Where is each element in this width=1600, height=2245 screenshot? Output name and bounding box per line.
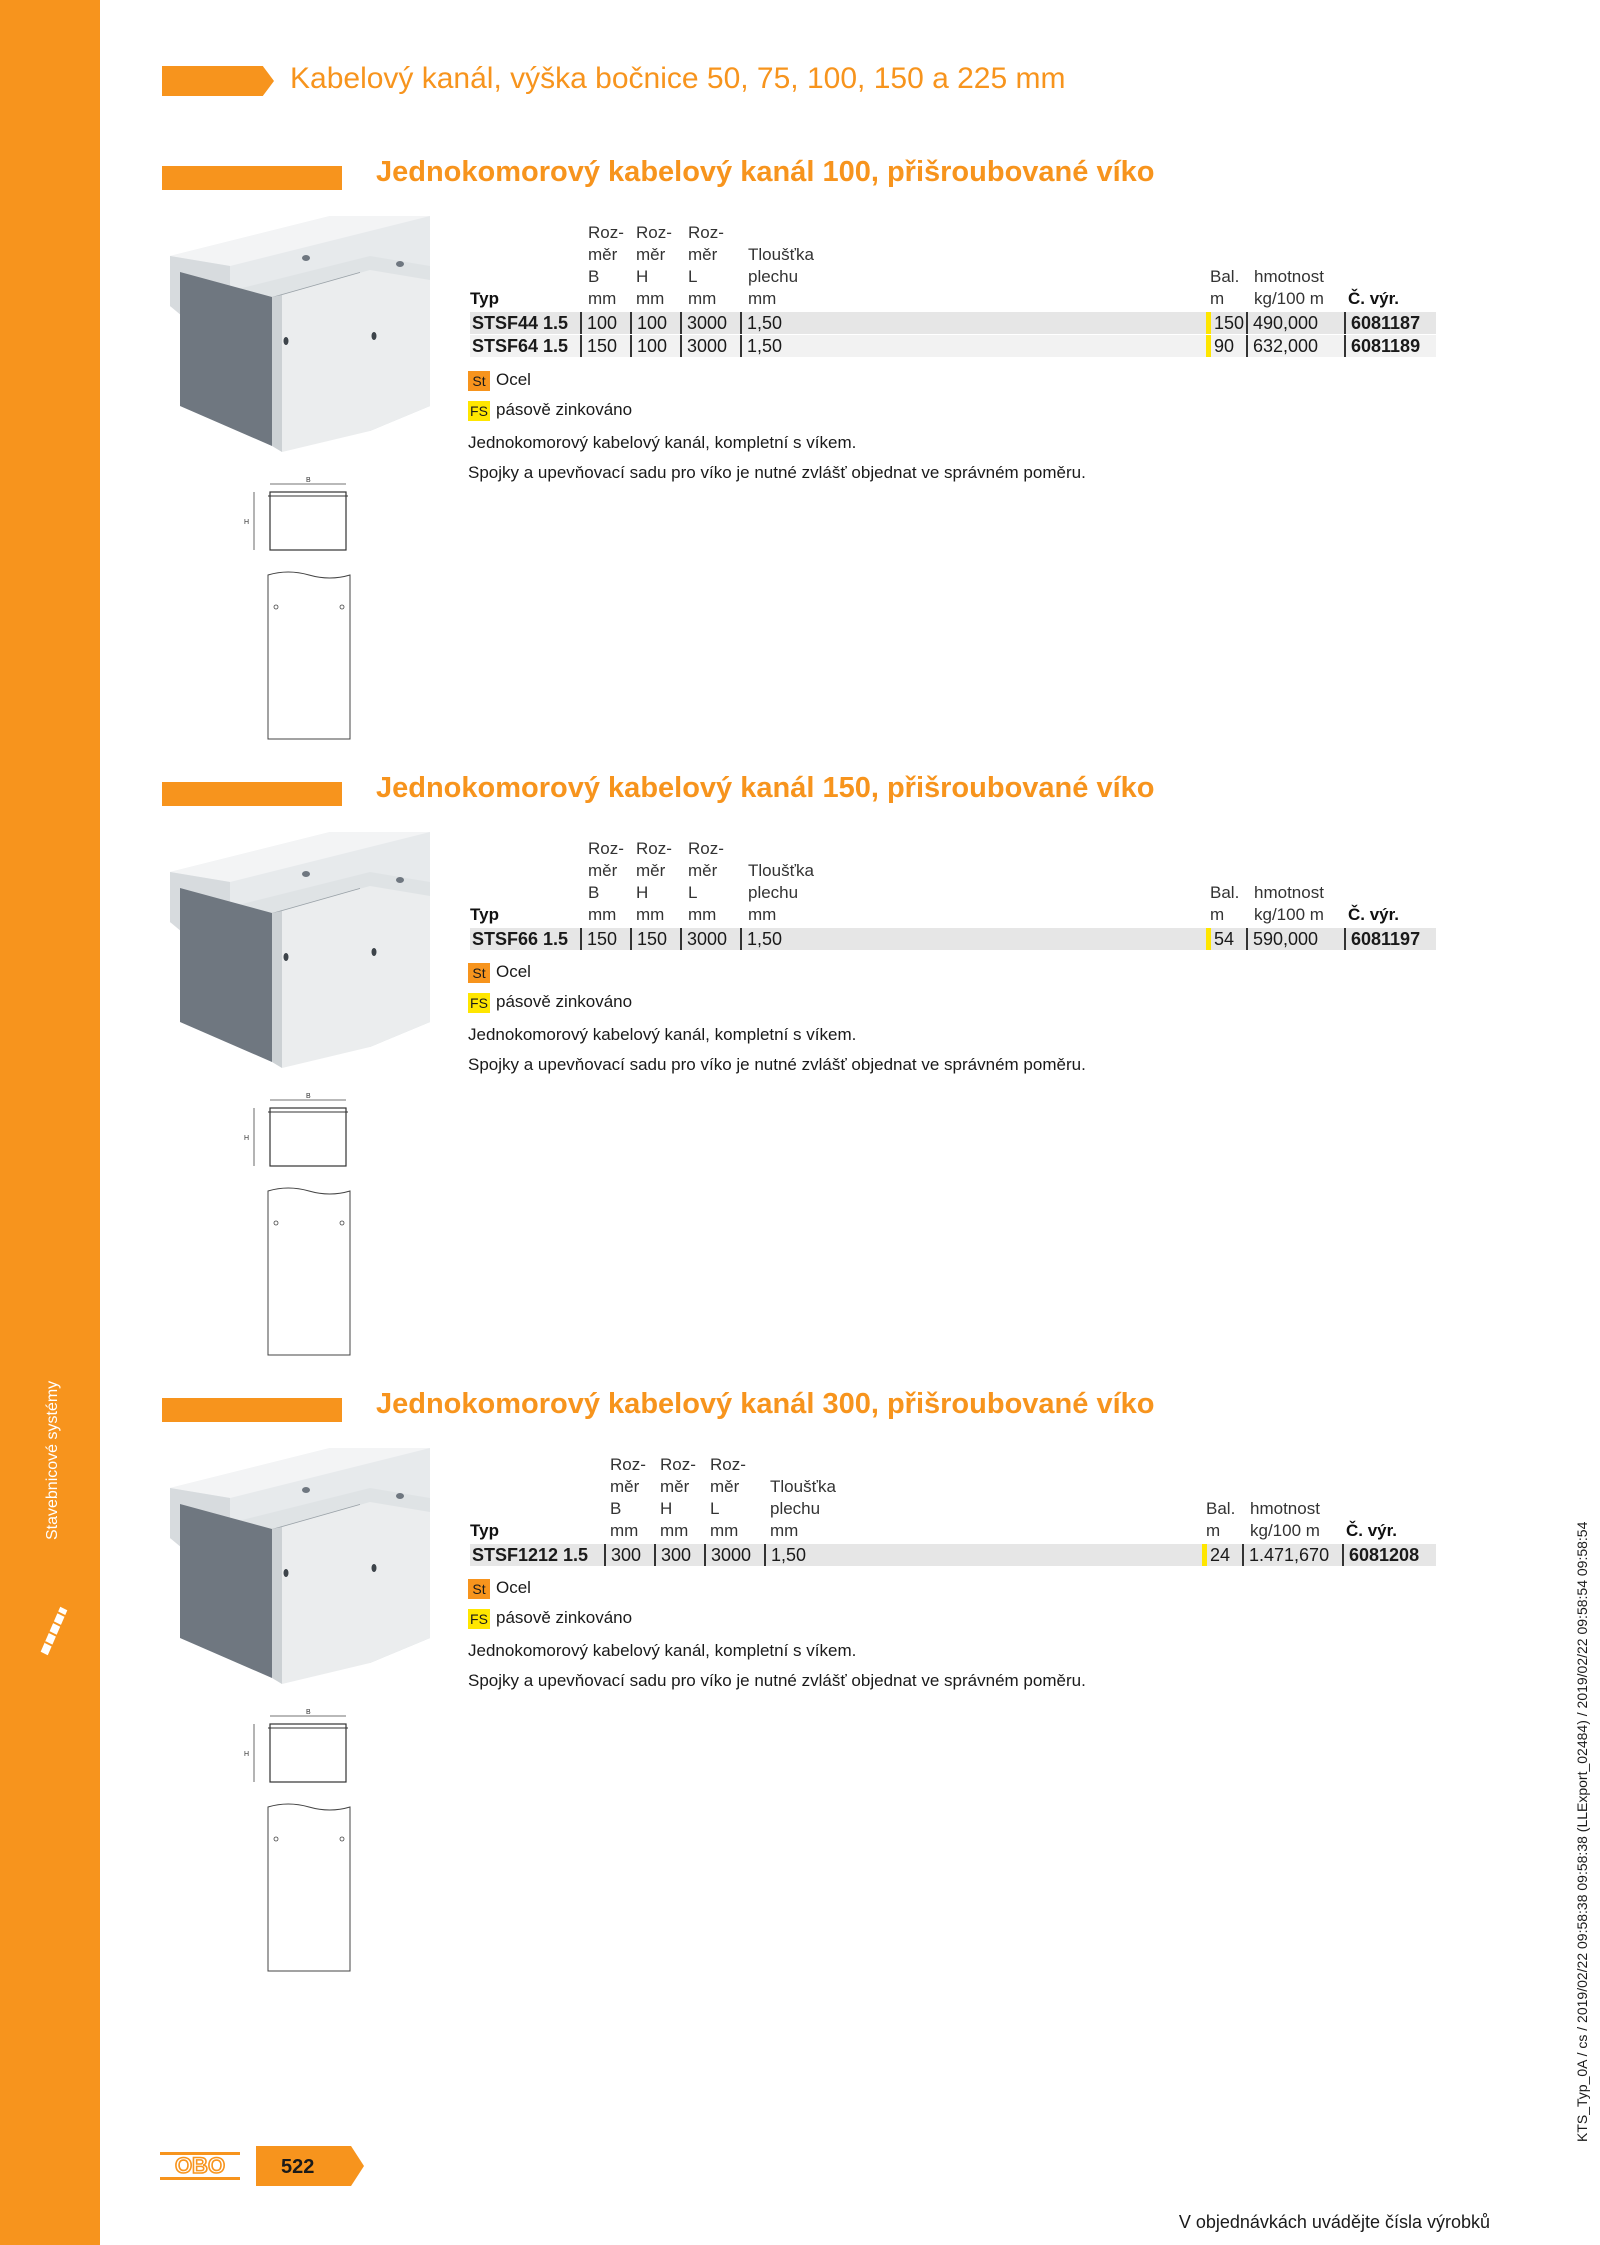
col-b-unit: mm [588,905,617,924]
col-b-head-2: měr [610,1477,640,1496]
cell-h: 300 [654,1544,691,1566]
section-title: Jednokomorový kabelový kanál 150, přišroubované víko [376,772,1155,804]
col-b-unit: mm [588,289,617,308]
col-thickness-unit: mm [770,1521,799,1540]
lid-drawing [266,1187,352,1357]
table-row [470,1544,1436,1566]
material-st-tag: St [468,963,490,983]
col-l-unit: mm [710,1521,739,1540]
description-2: Spojky a upevňovací sadu pro víko je nutné zvlášť objednat ve správném poměru. [468,1055,1086,1074]
cell-b: 300 [604,1544,641,1566]
material-steel [468,370,531,394]
cell-l: 3000 [680,928,727,950]
col-thickness-unit: mm [748,289,777,308]
cell-thickness: 1,50 [740,312,782,334]
section-title: Jednokomorový kabelový kanál 100, přišroubované víko [376,156,1155,188]
col-typ-head: Typ [470,1521,499,1540]
lid-drawing [266,1803,352,1973]
cable-channel-photo [160,832,430,1087]
col-h-head-1: Roz- [636,223,672,242]
material-steel [468,962,531,986]
side-label: Stavebnicové systémy [44,1380,61,1540]
section-bar [162,1398,342,1422]
drawing-h-label: H [244,1135,250,1142]
description-2: Spojky a upevňovací sadu pro víko je nutné zvlášť objednat ve správném poměru. [468,463,1086,482]
obo-logo [160,2152,240,2180]
side-bar [0,0,100,2245]
col-l-head-2: měr [688,245,718,264]
material-st-tag: St [468,1579,490,1599]
cell-b: 150 [580,928,617,950]
cell-thickness: 1,50 [740,928,782,950]
table-row [470,335,1436,357]
col-thickness-head-2: plechu [748,883,799,902]
col-art-head: Č. výr. [1346,1521,1398,1540]
col-weight-head-2: kg/100 m [1254,905,1324,924]
cell-typ: STSF1212 1.5 [472,1545,589,1565]
col-weight-head-2: kg/100 m [1250,1521,1320,1540]
col-l-head-3: L [688,883,698,902]
col-weight-head-2: kg/100 m [1254,289,1324,308]
col-l-head-1: Roz- [688,839,724,858]
table-row [470,312,1436,334]
material-coating [468,400,632,424]
material-st-label: Ocel [496,962,531,981]
col-thickness-head-1: Tloušťka [748,245,814,264]
col-h-head-2: měr [636,245,666,264]
col-h-head-3: H [660,1499,673,1518]
cell-thickness: 1,50 [764,1544,806,1566]
col-l-head-1: Roz- [710,1455,746,1474]
cable-channel-photo [160,216,430,471]
col-weight-head-1: hmotnost [1250,1499,1320,1518]
table-row [470,928,1436,950]
cell-b: 150 [580,335,617,357]
col-thickness-head-2: plechu [748,267,799,286]
section-bar [162,782,342,806]
section-title: Jednokomorový kabelový kanál 300, přišroubované víko [376,1388,1155,1420]
description-1: Jednokomorový kabelový kanál, kompletní s víkem. [468,433,857,452]
cell-thickness: 1,50 [740,335,782,357]
col-weight-head-1: hmotnost [1254,883,1324,902]
page-number: 522 [281,2156,315,2178]
material-coating [468,992,632,1016]
col-b-head-1: Roz- [610,1455,646,1474]
drawing-b-label: B [306,1093,311,1100]
export-stamp: KTS_Typ_0A / cs / 2019/02/22 09:58:38 09:58:38 (LLExport_02484) / 2019/02/22 09:58:54 09:58:54 [1574,1521,1590,2142]
cell-typ: STSF64 1.5 [472,336,569,356]
cell-art: 6081187 [1344,312,1420,334]
cross-section-drawing [240,1708,360,1786]
col-h-head-1: Roz- [660,1455,696,1474]
cell-bal: 24 [1202,1544,1230,1566]
col-art-head: Č. výr. [1348,289,1400,308]
col-h-head-1: Roz- [636,839,672,858]
cell-h: 150 [630,928,667,950]
col-l-head-1: Roz- [688,223,724,242]
cell-l: 3000 [680,312,727,334]
col-thickness-head-1: Tloušťka [770,1477,836,1496]
col-h-head-3: H [636,883,649,902]
cell-weight: 490,000 [1246,312,1318,334]
cell-l: 3000 [704,1544,751,1566]
description-2: Spojky a upevňovací sadu pro víko je nutné zvlášť objednat ve správném poměru. [468,1671,1086,1690]
col-thickness-head-2: plechu [770,1499,821,1518]
description-1: Jednokomorový kabelový kanál, kompletní s víkem. [468,1641,857,1660]
description-1: Jednokomorový kabelový kanál, kompletní s víkem. [468,1025,857,1044]
material-st-tag: St [468,371,490,391]
cell-h: 100 [630,335,667,357]
cell-typ: STSF44 1.5 [472,313,569,333]
cell-typ: STSF66 1.5 [472,929,569,949]
col-bal-unit: m [1206,1521,1221,1540]
col-b-head-3: B [610,1499,622,1518]
footer-note: V objednávkách uvádějte čísla výrobků [1178,2212,1490,2232]
col-l-unit: mm [688,905,717,924]
col-h-unit: mm [636,289,665,308]
cell-weight: 632,000 [1246,335,1318,357]
cell-b: 100 [580,312,617,334]
drawing-b-label: B [306,477,311,484]
col-h-unit: mm [636,905,665,924]
col-bal-head: Bal. [1210,883,1240,902]
cell-bal: 54 [1206,928,1234,950]
col-bal-unit: m [1210,289,1225,308]
col-b-head-3: B [588,883,600,902]
cell-art: 6081197 [1344,928,1420,950]
material-fs-tag: FS [468,401,490,421]
col-bal-head: Bal. [1206,1499,1236,1518]
cable-tray-icon [34,1600,74,1660]
cell-l: 3000 [680,335,727,357]
drawing-h-label: H [244,519,250,526]
col-b-head-2: měr [588,861,618,880]
col-weight-head-1: hmotnost [1254,267,1324,286]
lid-drawing [266,571,352,741]
col-l-head-3: L [710,1499,720,1518]
col-art-head: Č. výr. [1348,905,1400,924]
material-fs-label: pásově zinkováno [496,992,633,1011]
cell-bal: 90 [1206,335,1234,357]
col-l-head-2: měr [688,861,718,880]
col-bal-unit: m [1210,905,1225,924]
material-fs-tag: FS [468,993,490,1013]
header-tab [162,66,274,96]
material-st-label: Ocel [496,1578,531,1597]
section-bar [162,166,342,190]
material-steel [468,1578,531,1602]
col-l-unit: mm [688,289,717,308]
col-b-head-2: měr [588,245,618,264]
cell-weight: 590,000 [1246,928,1318,950]
col-l-head-3: L [688,267,698,286]
cell-art: 6081208 [1342,1544,1419,1566]
col-b-head-1: Roz- [588,839,624,858]
col-b-head-1: Roz- [588,223,624,242]
material-fs-label: pásově zinkováno [496,1608,633,1627]
cross-section-drawing [240,1092,360,1170]
material-fs-label: pásově zinkováno [496,400,633,419]
page-header [162,62,1362,98]
col-b-unit: mm [610,1521,639,1540]
col-h-unit: mm [660,1521,689,1540]
col-typ-head: Typ [470,289,499,308]
cell-art: 6081189 [1344,335,1420,357]
col-bal-head: Bal. [1210,267,1240,286]
cell-h: 100 [630,312,667,334]
brand-text: OBO [174,2153,226,2178]
material-st-label: Ocel [496,370,531,389]
col-b-head-3: B [588,267,600,286]
col-thickness-head-1: Tloušťka [748,861,814,880]
cable-channel-photo [160,1448,430,1703]
cell-weight: 1.471,670 [1242,1544,1329,1566]
col-h-head-2: měr [660,1477,690,1496]
drawing-h-label: H [244,1751,250,1758]
material-fs-tag: FS [468,1609,490,1629]
col-thickness-unit: mm [748,905,777,924]
col-typ-head: Typ [470,905,499,924]
col-h-head-3: H [636,267,649,286]
cross-section-drawing [240,476,360,554]
cell-bal: 150 [1206,312,1244,334]
col-l-head-2: měr [710,1477,740,1496]
drawing-b-label: B [306,1709,311,1716]
col-h-head-2: měr [636,861,666,880]
material-coating [468,1608,632,1632]
page-title: Kabelový kanál, výška bočnice 50, 75, 100, 150 a 225 mm [290,62,1066,95]
